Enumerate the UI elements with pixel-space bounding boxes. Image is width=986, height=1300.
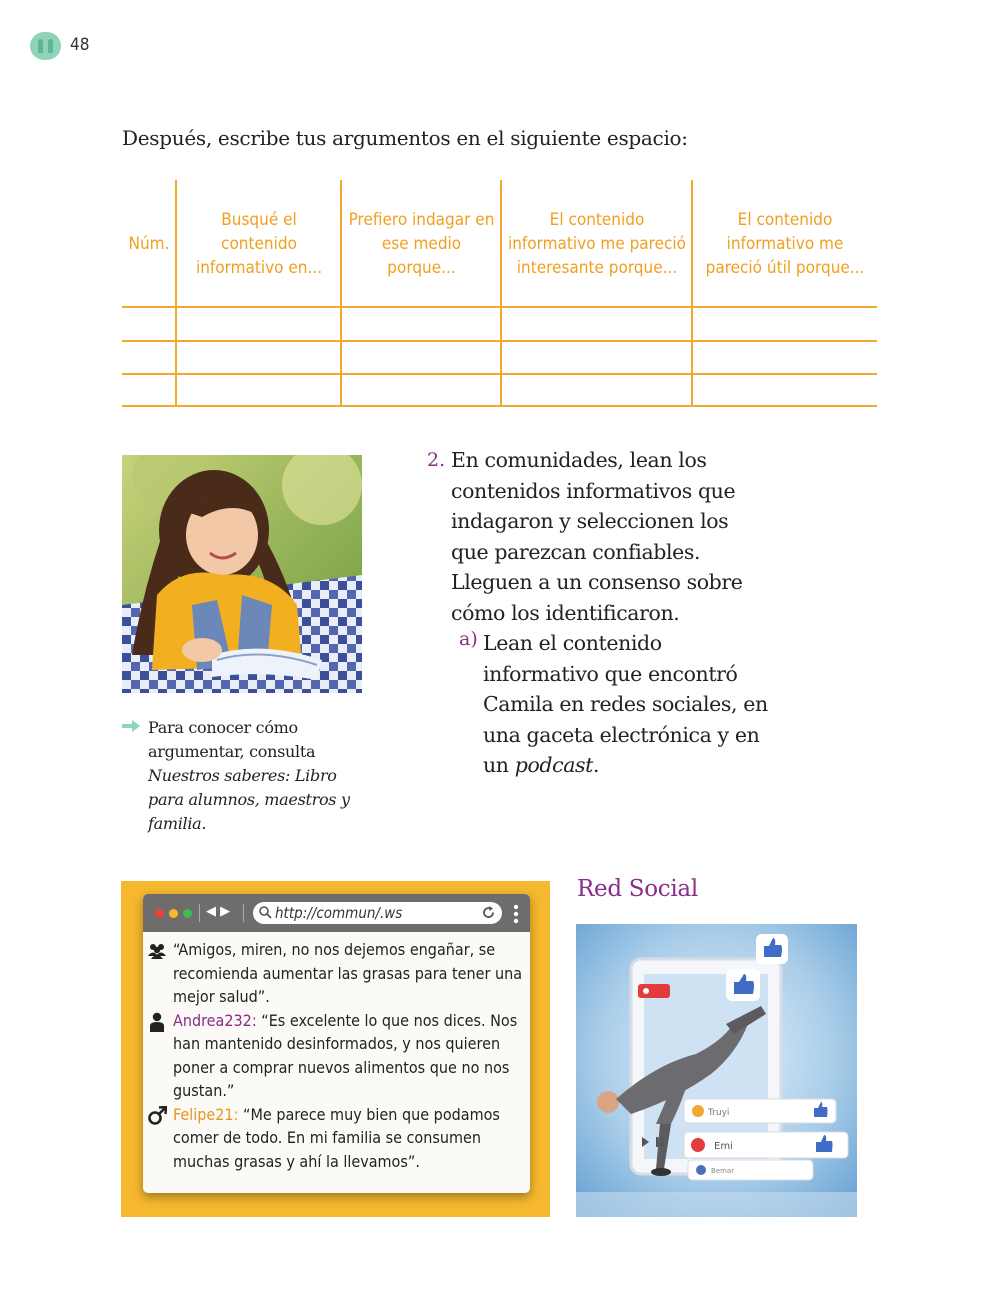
page-number: 48 [70, 35, 90, 55]
social-title: Red Social [577, 876, 698, 902]
message-text: “Es excelente lo que nos dices. Nos han mantenido desinformados, y nos quieren poner a comprar nuevos alimentos que no nos gustan.” [173, 1010, 518, 1100]
girl-reading-photo [122, 455, 362, 693]
table-row-line [122, 405, 877, 407]
male-symbol-icon [147, 1106, 167, 1126]
activity-sub-text [483, 628, 773, 781]
search-icon [259, 906, 272, 919]
message-text: “Amigos, miren, no nos dejemos engañar, se recomienda aumentar las grasas para tener una mejor salud”. [173, 940, 523, 1006]
address-bar[interactable] [253, 902, 502, 924]
page-badge-icon [30, 32, 61, 60]
group-icon [147, 941, 167, 961]
arguments-table [122, 180, 877, 407]
table-header-reason: Prefiero indagar en ese medio porque... [348, 209, 495, 278]
table-row[interactable] [122, 308, 877, 340]
message-text: “Me parece muy bien que podamos comer de todo. En mi familia se consumen muchas grasas y ahí la llevamos”. [173, 1104, 500, 1171]
table-row[interactable] [122, 375, 877, 405]
comment-user: Bemar [711, 1167, 735, 1175]
maximize-dot-icon[interactable] [183, 909, 192, 918]
side-note-book-title: Nuestros saberes: Libro para alumnos, maestros y familia. [148, 766, 350, 833]
table-header-interesting: El contenido informativo me pareció interesante porque... [507, 209, 687, 278]
toolbar-divider [199, 904, 200, 922]
person-icon [147, 1012, 167, 1032]
table-row[interactable] [122, 342, 877, 373]
address-url: http://commun/.ws [275, 904, 403, 922]
close-dot-icon[interactable] [155, 909, 164, 918]
activity-sub-text-main: Lean el contenido informativo que encontró Camila en redes sociales, en una gaceta electrónica y en un [483, 631, 768, 777]
minimize-dot-icon[interactable] [169, 909, 178, 918]
arrow-right-icon [122, 720, 140, 732]
comment-user: Truyi [708, 1108, 730, 1118]
list-item [147, 1009, 527, 1103]
instruction-text: Después, escribe tus argumentos en el siguiente espacio: [122, 126, 688, 150]
table-header-useful: El contenido informativo me pareció útil porque... [705, 209, 865, 278]
message-user[interactable]: Andrea232: [173, 1010, 257, 1030]
activity-sub-text-italic: podcast [514, 753, 593, 777]
side-note-text: Para conocer cómo argumentar, consulta [148, 718, 316, 761]
browser-toolbar [143, 894, 530, 932]
more-options-icon[interactable] [513, 904, 519, 924]
toolbar-divider [243, 904, 244, 922]
activity-text: En comunidades, lean los contenidos informativos que indagaron y seleccionen los que parezcan confiables. Lleguen a un consenso sobre cómo los identificaron. [451, 448, 743, 625]
reload-icon[interactable] [481, 905, 496, 920]
comment-user: Emi [714, 1141, 733, 1152]
message-list [147, 938, 527, 1173]
message-user[interactable]: Felipe21: [173, 1104, 239, 1124]
list-item [147, 1103, 527, 1174]
list-item [147, 938, 527, 1009]
activity-number: 2. [427, 449, 446, 471]
nav-arrows-icon[interactable]: ◀ ▶ [206, 904, 231, 919]
table-header-source: Busqué el contenido informativo en... [195, 209, 323, 278]
activity-sub-text-end: . [592, 753, 600, 777]
social-network-illustration [576, 924, 857, 1217]
table-header-num: Núm. [128, 233, 170, 254]
activity-sub-letter: a) [459, 628, 478, 650]
side-note [148, 716, 368, 836]
browser-window [143, 894, 530, 1193]
